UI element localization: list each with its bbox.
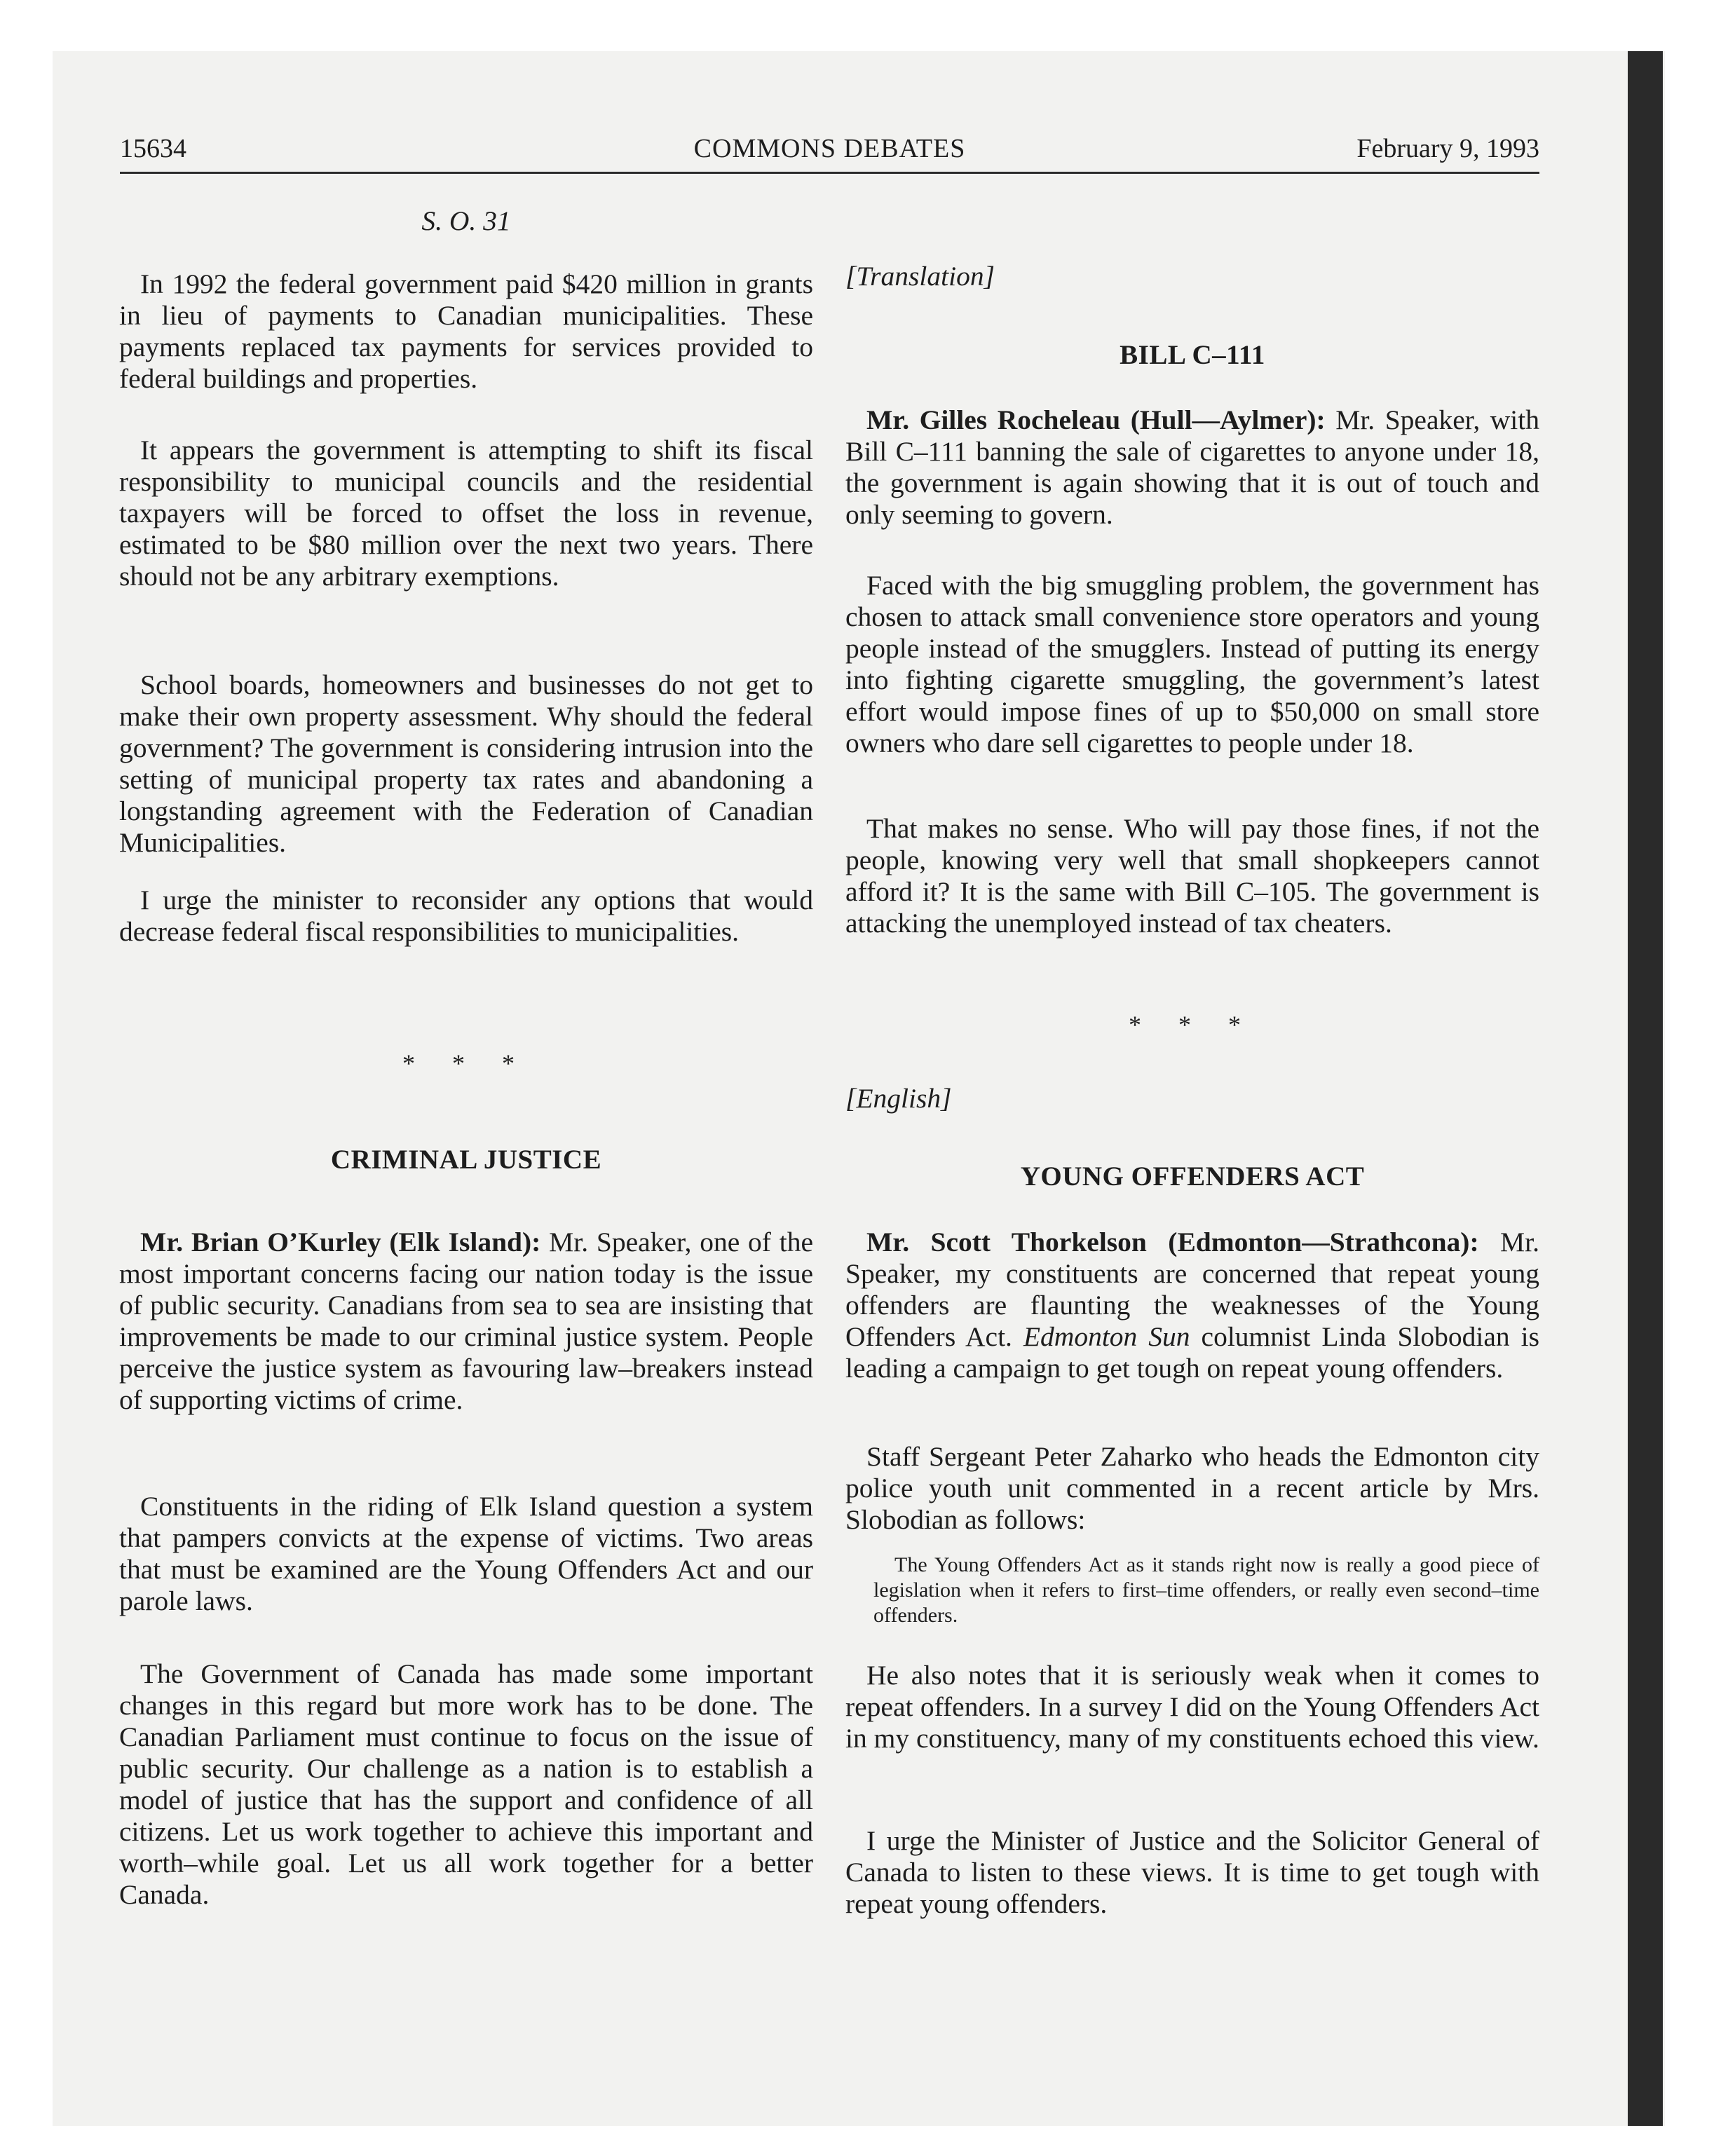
- speech-paragraph: Mr. Gilles Rocheleau (Hull—Aylmer): Mr. Speaker, with Bill C–111 banning the sale of cigarettes to anyone under 18, the government is again showing that it is out of touch and only seeming to govern.: [845, 404, 1539, 530]
- paragraph: It appears the government is attempting to shift its fiscal responsibility to municipal councils and the residential taxpayers will be forced to offset the loss in revenue, estimated to be $80 million over the next two years. There should not be any arbitrary exemptions.: [119, 435, 813, 592]
- publication-title: COMMONS DEBATES: [693, 134, 966, 163]
- page-number: 15634: [120, 134, 186, 163]
- section-separator: * * *: [1129, 1011, 1256, 1039]
- paragraph: School boards, homeowners and businesses do not get to make their own property assessment. Why should the federal government? The government is considering intrusion into the setting of municipal property tax rates and abandoning a longstanding agreement with the Federation of Canadian Municipalities.: [119, 669, 813, 858]
- paragraph: In 1992 the federal government paid $420 million in grants in lieu of payments to Canadian municipalities. These payments replaced tax payments for services provided to federal buildings and properties.: [119, 268, 813, 394]
- speaker-name: Mr. Gilles Rocheleau (Hull—Aylmer):: [866, 404, 1326, 435]
- paragraph: I urge the minister to reconsider any options that would decrease federal fiscal responsibilities to municipalities.: [119, 885, 813, 947]
- section-separator: * * *: [402, 1049, 530, 1077]
- paragraph: I urge the Minister of Justice and the Solicitor General of Canada to listen to these views. It is time to get tough with repeat young offenders.: [845, 1825, 1539, 1919]
- speaker-name: Mr. Scott Thorkelson (Edmonton—Strathcona):: [866, 1227, 1479, 1257]
- paragraph: Staff Sergeant Peter Zaharko who heads the Edmonton city police youth unit commented in a recent article by Mrs. Slobodian as follows:: [845, 1441, 1539, 1535]
- standing-order-label: S. O. 31: [421, 205, 511, 236]
- speech-paragraph: Mr. Brian O’Kurley (Elk Island): Mr. Speaker, one of the most important concerns facing our nation today is the issue of public security. Canadians from sea to sea are insisting that improvements be made to our criminal justice system. People perceive the justice system as favouring law–breakers instead of supporting victims of crime.: [119, 1227, 813, 1415]
- paragraph: That makes no sense. Who will pay those fines, if not the people, knowing very well that small shopkeepers cannot afford it? It is the same with Bill C–105. The government is attacking the unemployed instead of tax cheaters.: [845, 813, 1539, 939]
- language-tag: [English]: [845, 1083, 952, 1114]
- section-heading: YOUNG OFFENDERS ACT: [1020, 1161, 1365, 1192]
- section-heading: CRIMINAL JUSTICE: [330, 1145, 602, 1175]
- section-heading: BILL C–111: [1120, 340, 1265, 370]
- header-rule: [120, 172, 1539, 174]
- scan-edge-shadow: [1628, 51, 1663, 2126]
- language-tag: [Translation]: [845, 261, 995, 292]
- paragraph: Faced with the big smuggling problem, the government has chosen to attack small convenience store operators and young people instead of the smugglers. Instead of putting its energy into fighting cigarette smuggling, the government’s latest effort would impose fines of up to $50,000 on small store owners who dare sell cigarettes to people under 18.: [845, 570, 1539, 758]
- speaker-name: Mr. Brian O’Kurley (Elk Island):: [140, 1227, 541, 1257]
- page-header: [120, 133, 1539, 172]
- block-quote: The Young Offenders Act as it stands right now is really a good piece of legislation when it refers to first–time offenders, or really even second–time offenders.: [873, 1553, 1539, 1627]
- speech-paragraph: Mr. Scott Thorkelson (Edmonton—Strathcona): Mr. Speaker, my constituents are concerned that repeat young offenders are flaunting the weaknesses of the Young Offenders Act. Edmonton Sun columnist Linda Slobodian is leading a campaign to get tough on repeat young offenders.: [845, 1227, 1539, 1384]
- publication-date: February 9, 1993: [1356, 134, 1539, 163]
- newspaper-name: Edmonton Sun: [1023, 1321, 1190, 1352]
- paragraph: Constituents in the riding of Elk Island question a system that pampers convicts at the expense of victims. Two areas that must be examined are the Young Offenders Act and our parole laws.: [119, 1491, 813, 1616]
- paragraph: The Government of Canada has made some important changes in this regard but more work has to be done. The Canadian Parliament must continue to focus on the issue of public security. Our challenge as a nation is to establish a model of justice that has the support and confidence of all citizens. Let us work together to achieve this important and worth–while goal. Let us all work together for a better Canada.: [119, 1658, 813, 1910]
- paragraph: He also notes that it is seriously weak when it comes to repeat offenders. In a survey I did on the Young Offenders Act in my constituency, many of my constituents echoed this view.: [845, 1660, 1539, 1754]
